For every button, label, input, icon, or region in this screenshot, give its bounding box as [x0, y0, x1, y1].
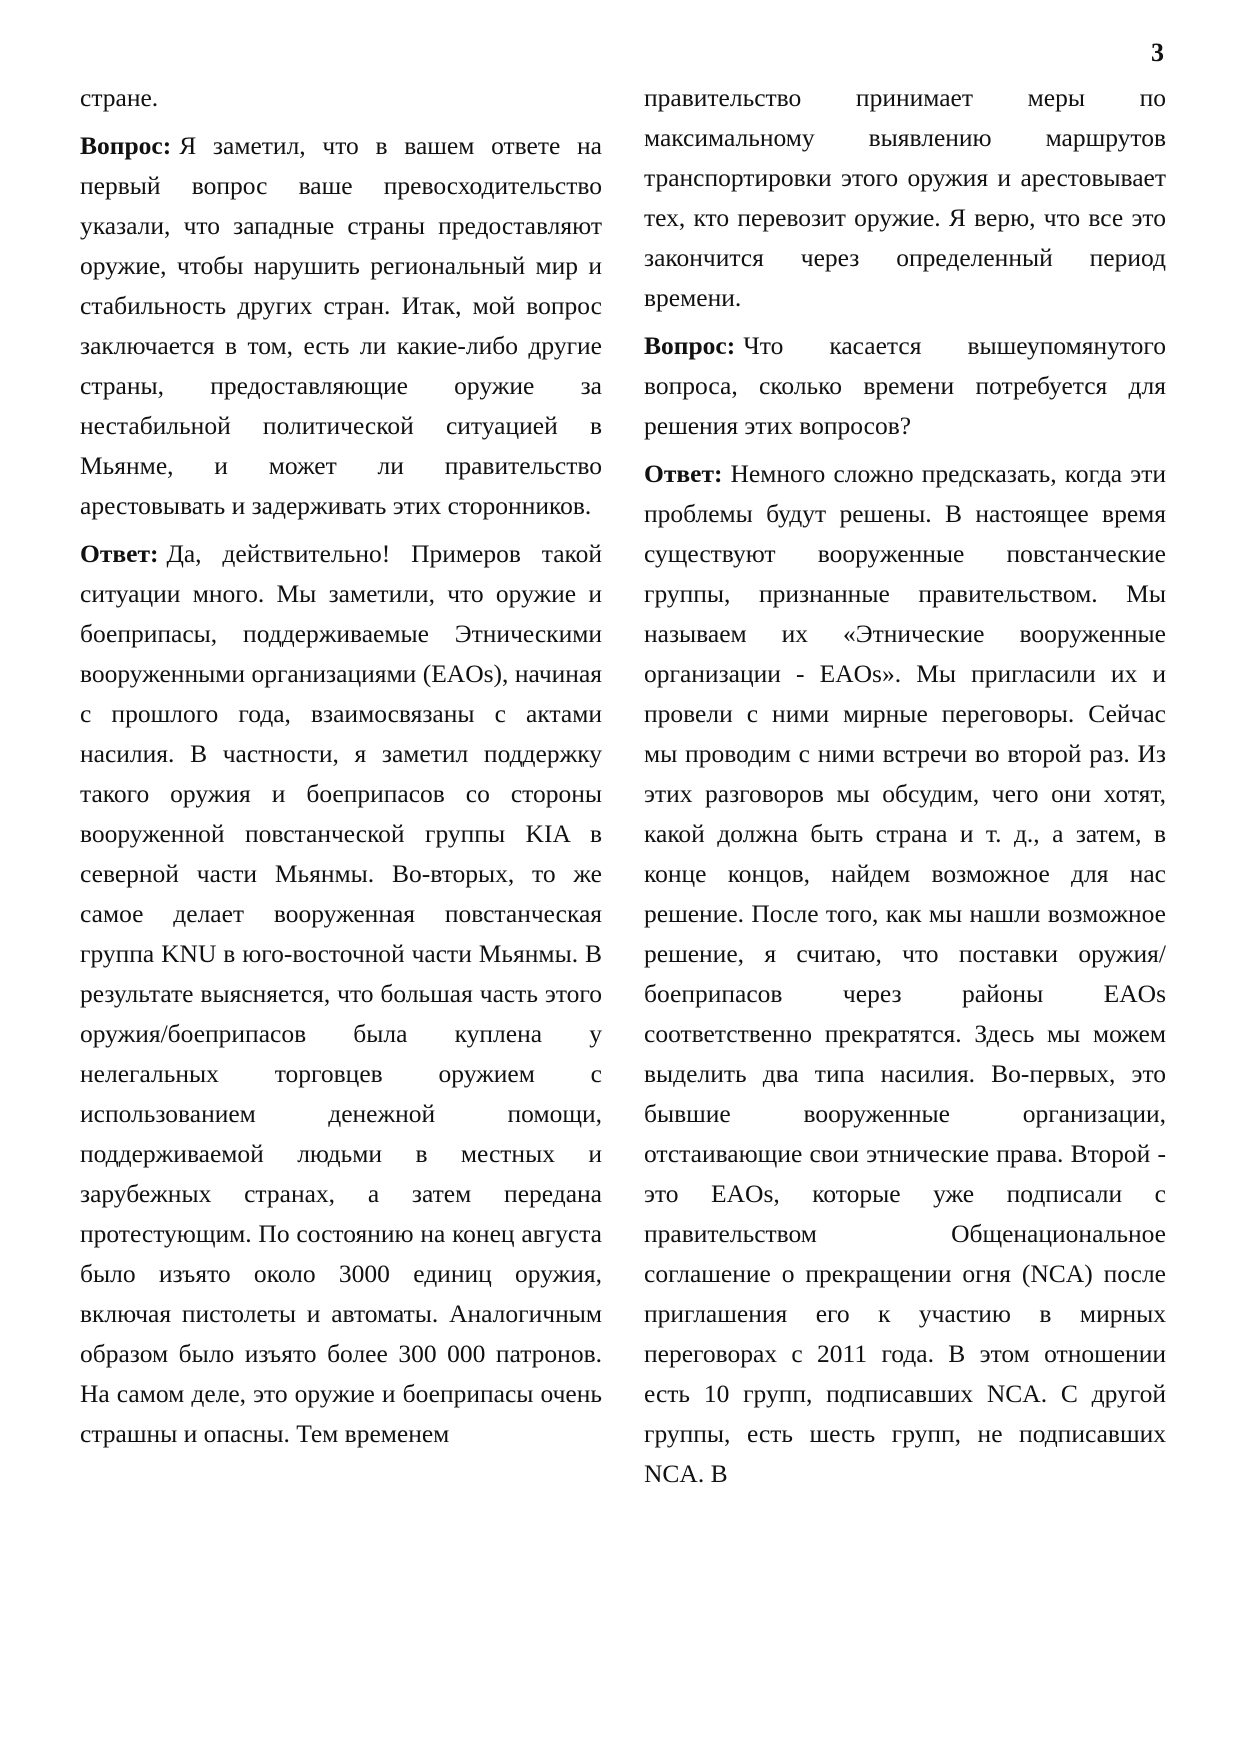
question-paragraph — [80, 126, 602, 526]
question-paragraph — [644, 326, 1166, 446]
right-column — [644, 78, 1166, 1502]
answer-label: Ответ: — [644, 459, 723, 488]
paragraph-continuation: стране. — [80, 83, 159, 112]
question-text: Я заметил, что в вашем ответе на первый вопрос ваше превосходительство указали, что западные страны предоставляют оружие, чтобы нарушить региональный мир и стабильность других стран. Итак, мой вопрос заключается в том, есть ли какие-либо другие страны, предоставляющие оружие за нестабильной политической ситуацией в Мьянме, и может ли правительство арестовывать и задерживать этих сторонников. — [80, 131, 602, 520]
question-label: Вопрос: — [80, 131, 172, 160]
answer-text: Немного сложно предсказать, когда эти проблемы будут решены. В настоящее время существуют вооруженные повстанческие группы, признанные правительством. Мы называем их «Этнические вооруженные организации - EAOs». Мы пригласили их и провели с ними мирные переговоры. Сейчас мы проводим с ними встречи во второй раз. Из этих разговоров мы обсудим, чего они хотят, какой должна быть страна и т. д., а затем, в конце концов, найдем возможное для нас решение. После того, как мы нашли возможное решение, я считаю, что поставки оружия/боеприпасов через районы EAOs соответственно прекратятся. Здесь мы можем выделить два типа насилия. Во-первых, это бывшие вооруженные организации, отстаивающие свои этнические права. Второй - это EAOs, которые уже подписали с правительством Общенациональное соглашение о прекращении огня (NCA) после приглашения его к участию в мирных переговорах с 2011 года. В этом отношении есть 10 групп, подписавших NCA. С другой группы, есть шесть групп, не подписавших NCA. В — [644, 459, 1166, 1488]
answer-paragraph — [644, 454, 1166, 1494]
answer-text: Да, действительно! Примеров такой ситуации много. Мы заметили, что оружие и боеприпасы, поддерживаемые Этническими вооруженными организациями (EAOs), начиная с прошлого года, взаимосвязаны с актами насилия. В частности, я заметил поддержку такого оружия и боеприпасов со стороны вооруженной повстанческой группы KIA в северной части Мьянмы. Во-вторых, то же самое делает вооруженная повстанческая группа KNU в юго-восточной части Мьянмы. В результате выясняется, что большая часть этого оружия/боеприпасов была куплена у нелегальных торговцев оружием с использованием денежной помощи, поддерживаемой людьми в местных и зарубежных странах, а затем передана протестующим. По состоянию на конец августа было изъято около 3000 единиц оружия, включая пистолеты и автоматы. Аналогичным образом было изъято более 300 000 патронов. На самом деле, это оружие и боеприпасы очень страшны и опасны. Тем временем — [80, 539, 602, 1448]
question-text: Что касается вышеупомянутого вопроса, сколько времени потребуется для решения этих вопросов? — [644, 331, 1166, 440]
answer-label: Ответ: — [80, 539, 159, 568]
left-column — [80, 78, 602, 1462]
paragraph-continuation: правительство принимает меры по максимальному выявлению маршрутов транспортировки этого оружия и арестовывает тех, кто перевозит оружие. Я верю, что все это закончится через определенный период времени. — [644, 83, 1166, 312]
question-label: Вопрос: — [644, 331, 736, 360]
answer-paragraph — [80, 534, 602, 1454]
page-number: 3 — [1151, 38, 1164, 67]
